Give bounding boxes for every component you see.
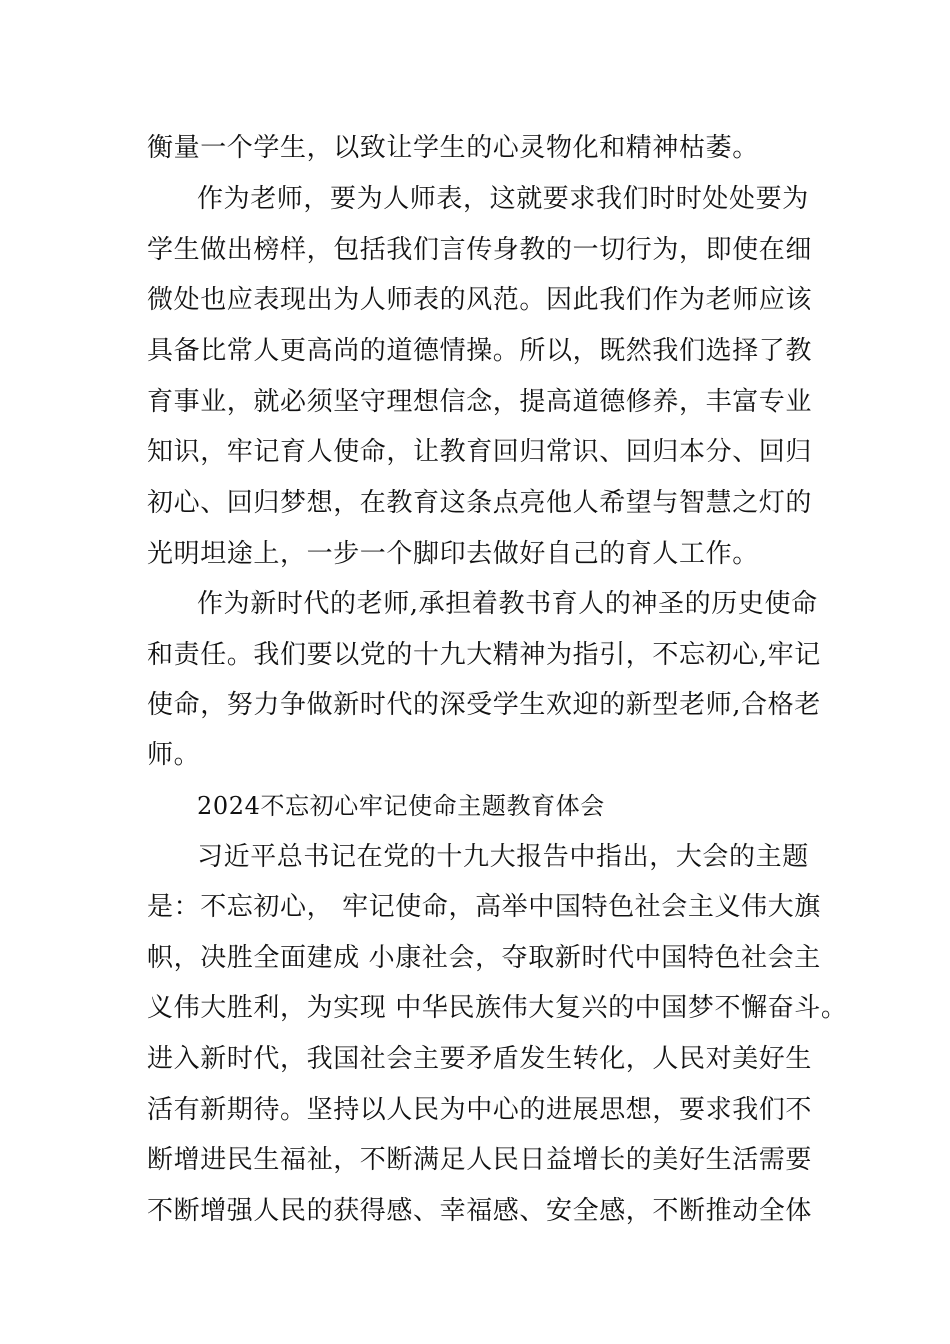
text-line: 活有新期待。坚持以人民为中心的进展思想，要求我们不 — [147, 1095, 813, 1125]
text-line: 是：不忘初心， 牢记使命，高举中国特色社会主义伟大旗 — [147, 892, 821, 922]
text-line: 衡量一个学生，以致让学生的心灵物化和精神枯萎。 — [147, 133, 759, 163]
text-line: 具备比常人更高尚的道德情操。所以，既然我们选择了教 — [147, 336, 813, 366]
text-line: 微处也应表现出为人师表的风范。因此我们作为老师应该 — [147, 285, 813, 315]
text-line: 光明坦途上，一步一个脚印去做好自己的育人工作。 — [147, 539, 759, 569]
text-line: 初心、回归梦想，在教育这条点亮他人希望与智慧之灯的 — [147, 488, 813, 518]
text-line: 学生做出榜样，包括我们言传身教的一切行为，即使在细 — [147, 235, 813, 265]
text-line: 育事业，就必须坚守理想信念，提高道德修养，丰富专业 — [147, 387, 813, 417]
paragraph-start-line: 作为新时代的老师,承担着教书育人的神圣的历史使命 — [197, 589, 818, 619]
paragraph-start-line: 习近平总书记在党的十九大报告中指出，大会的主题 — [197, 842, 809, 872]
text-line: 进入新时代，我国社会主要矛盾发生转化，人民对美好生 — [147, 1044, 813, 1074]
text-line: 帜，决胜全面建成 小康社会，夺取新时代中国特色社会主 — [147, 943, 821, 973]
paragraph-start-line: 作为老师，要为人师表，这就要求我们时时处处要为 — [197, 184, 809, 214]
text-line: 不断增强人民的获得感、幸福感、安全感，不断推动全体 — [147, 1196, 813, 1226]
text-line: 师。 — [147, 740, 201, 770]
text-line: 知识，牢记育人使命，让教育回归常识、回归本分、回归 — [147, 437, 813, 467]
text-line: 使命，努力争做新时代的深受学生欢迎的新型老师,合格老 — [147, 690, 821, 720]
text-line: 断增进民生福祉，不断满足人民日益增长的美好生活需要 — [147, 1145, 813, 1175]
text-line: 义伟大胜利，为实现 中华民族伟大复兴的中国梦不懈奋斗。 — [147, 993, 848, 1023]
text-line: 和责任。我们要以党的十九大精神为指引，不忘初心,牢记 — [147, 640, 821, 670]
section-title: 2024不忘初心牢记使命主题教育体会 — [197, 792, 605, 820]
